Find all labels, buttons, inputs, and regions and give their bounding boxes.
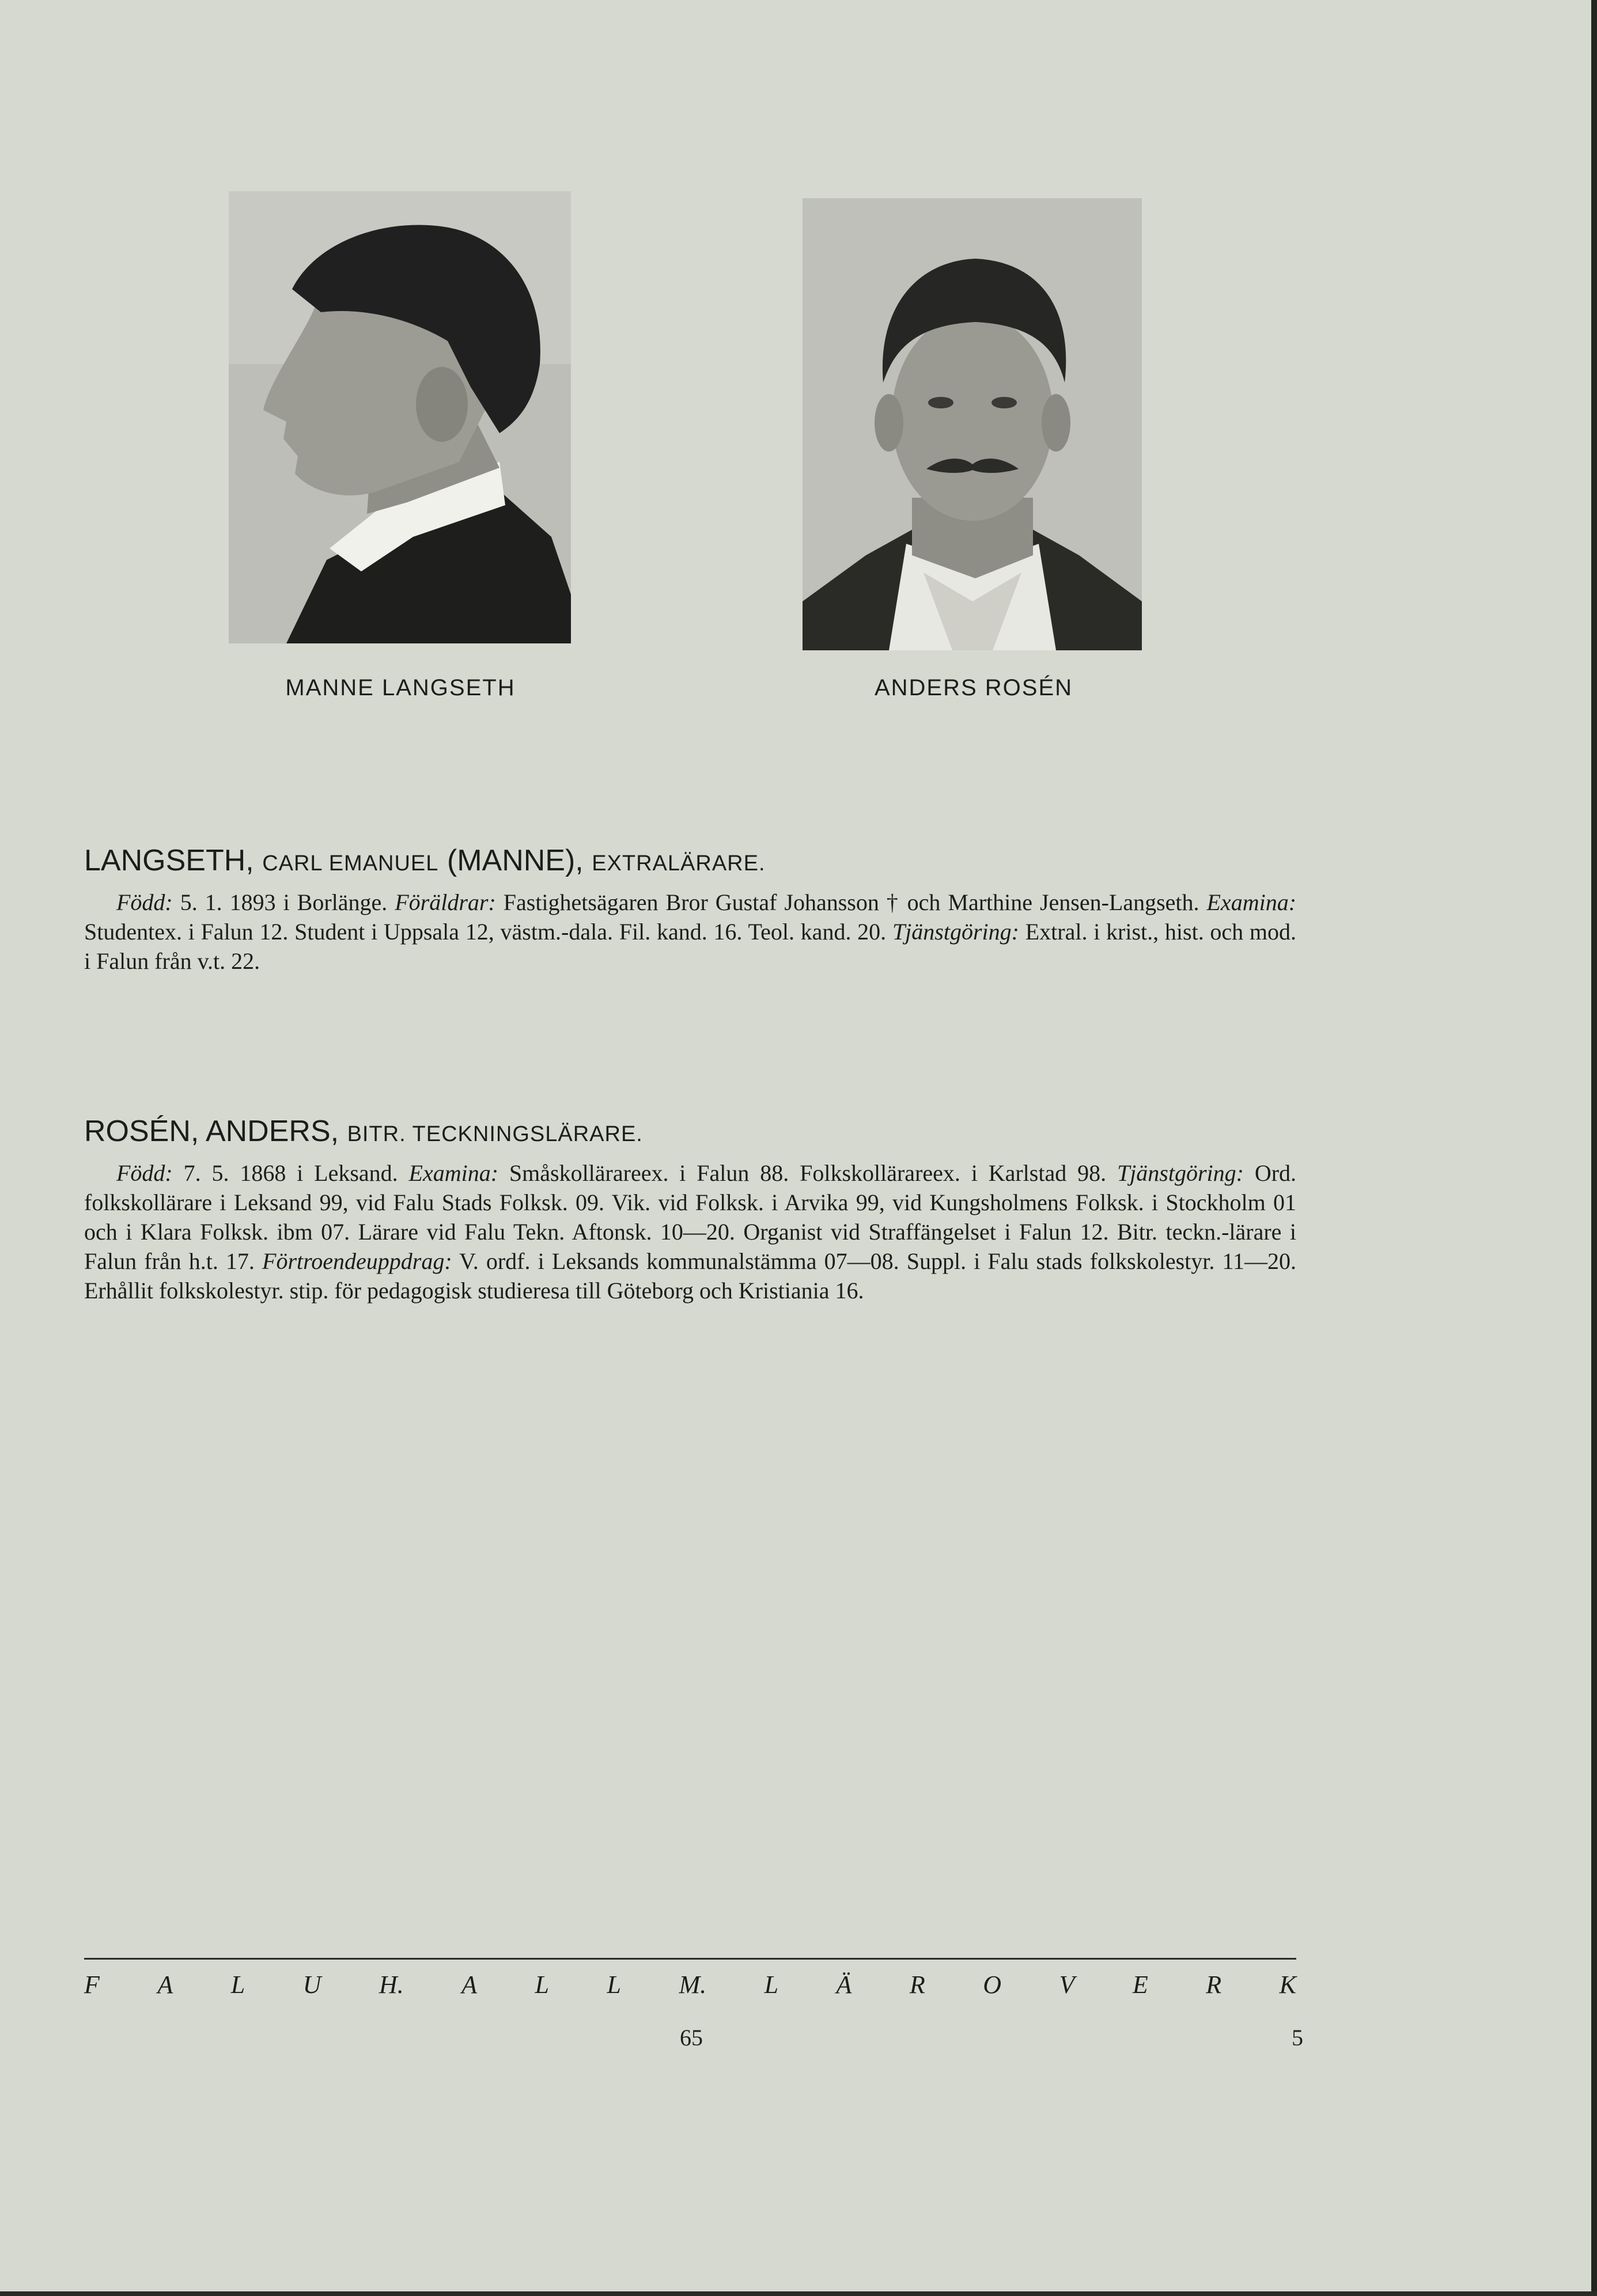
exams-label: Examina:	[408, 1160, 499, 1186]
entry-position: BITR. TECKNINGSLÄRARE.	[347, 1122, 643, 1146]
footer-title-letter: A	[461, 1971, 478, 1999]
parents-text: Fastighetsägaren Bror Gustaf Johansson † och Marthine Jensen-Langseth.	[503, 889, 1199, 915]
exams-text: Småskollärareex. i Falun 88. Folkskollärareex. i Karlstad 98.	[509, 1160, 1107, 1186]
footer-title-letter: L	[764, 1971, 779, 1999]
footer-running-title	[84, 1969, 1296, 2001]
assignments-label: Förtroendeuppdrag:	[262, 1248, 452, 1274]
footer-title-letter: K	[1279, 1971, 1296, 1999]
biography-entry-rosen	[84, 1112, 1296, 1305]
service-label: Tjänstgöring:	[1117, 1160, 1244, 1186]
assignments-text: V. ordf. i Leksands kommunalstämma 07—08. Suppl. i Falu stads folkskolestyr. 11—20. Erhållit folkskolestyr. stip. för pedagogisk studieresa till Göteborg och Kristiania 16.	[84, 1248, 1297, 1304]
page-edge	[1591, 0, 1597, 2296]
footer-title-letter: A	[157, 1971, 173, 1999]
footer-rule	[84, 1958, 1296, 1960]
footer-title-letter: R	[909, 1971, 925, 1999]
footer-title-letter: O	[983, 1971, 1002, 1999]
entry-surname: LANGSETH,	[84, 844, 254, 877]
born-label: Född:	[116, 889, 173, 915]
service-text: Extral. i krist., hist. och mod. i Falun från v.t. 22.	[84, 919, 1297, 974]
footer-title-letter: Ä	[836, 1971, 852, 1999]
footer-title-letter: L	[230, 1971, 245, 1999]
entry-given-names: CARL EMANUEL	[262, 851, 439, 876]
born-text: 5. 1. 1893 i Borlänge.	[180, 889, 388, 915]
footer-title-letter: R	[1206, 1971, 1222, 1999]
footer-title-letter: F	[84, 1971, 100, 1999]
footer-title-letter: L	[607, 1971, 621, 1999]
entry-body	[84, 1158, 1296, 1305]
page-number: 65	[680, 2025, 703, 2051]
portrait-photo-langseth	[229, 191, 571, 643]
parents-label: Föräldrar:	[395, 889, 496, 915]
exams-label: Examina:	[1206, 889, 1297, 915]
exams-text: Studentex. i Falun 12. Student i Uppsala 12, västm.-dala. Fil. kand. 16. Teol. kand. 20.	[84, 919, 887, 945]
footer-title-letter: E	[1132, 1971, 1148, 1999]
service-text: Ord. folkskollärare i Leksand 99, vid Falu Stads Folksk. 09. Vik. vid Folksk. i Arvika 99, vid Kungsholmens Folksk. i Stockholm 01 och i Klara Folksk. ibm 07. Lärare vid Falu Tekn. Aftonsk. 10—20. Organist vid Straffängelset i Falun 12. Bitr. teckn.-lärare i Falun från h.t. 17.	[84, 1160, 1297, 1274]
entry-nickname: (MANNE),	[446, 844, 584, 877]
portrait-caption: MANNE LANGSETH	[285, 675, 516, 700]
entry-body	[84, 888, 1296, 976]
portrait-photo-rosen	[803, 198, 1142, 650]
biography-entry-langseth	[84, 841, 1296, 976]
portrait-caption: ANDERS ROSÉN	[874, 675, 1073, 700]
entry-surname: ROSÉN, ANDERS,	[84, 1115, 339, 1148]
footer-title-letter: V	[1059, 1971, 1075, 1999]
service-label: Tjänstgöring:	[892, 919, 1019, 945]
footer-title-letter: U	[302, 1971, 321, 1999]
entry-heading	[84, 841, 1296, 883]
born-text: 7. 5. 1868 i Leksand.	[183, 1160, 398, 1186]
printer-signature-mark: 5	[1292, 2025, 1303, 2051]
born-label: Född:	[116, 1160, 173, 1186]
footer-title-letter: H.	[379, 1971, 404, 1999]
entry-position: EXTRALÄRARE.	[592, 851, 766, 876]
entry-heading	[84, 1112, 1296, 1154]
footer-title-letter: L	[535, 1971, 550, 1999]
footer-title-letter: M.	[679, 1971, 707, 1999]
page-edge	[0, 2291, 1597, 2296]
